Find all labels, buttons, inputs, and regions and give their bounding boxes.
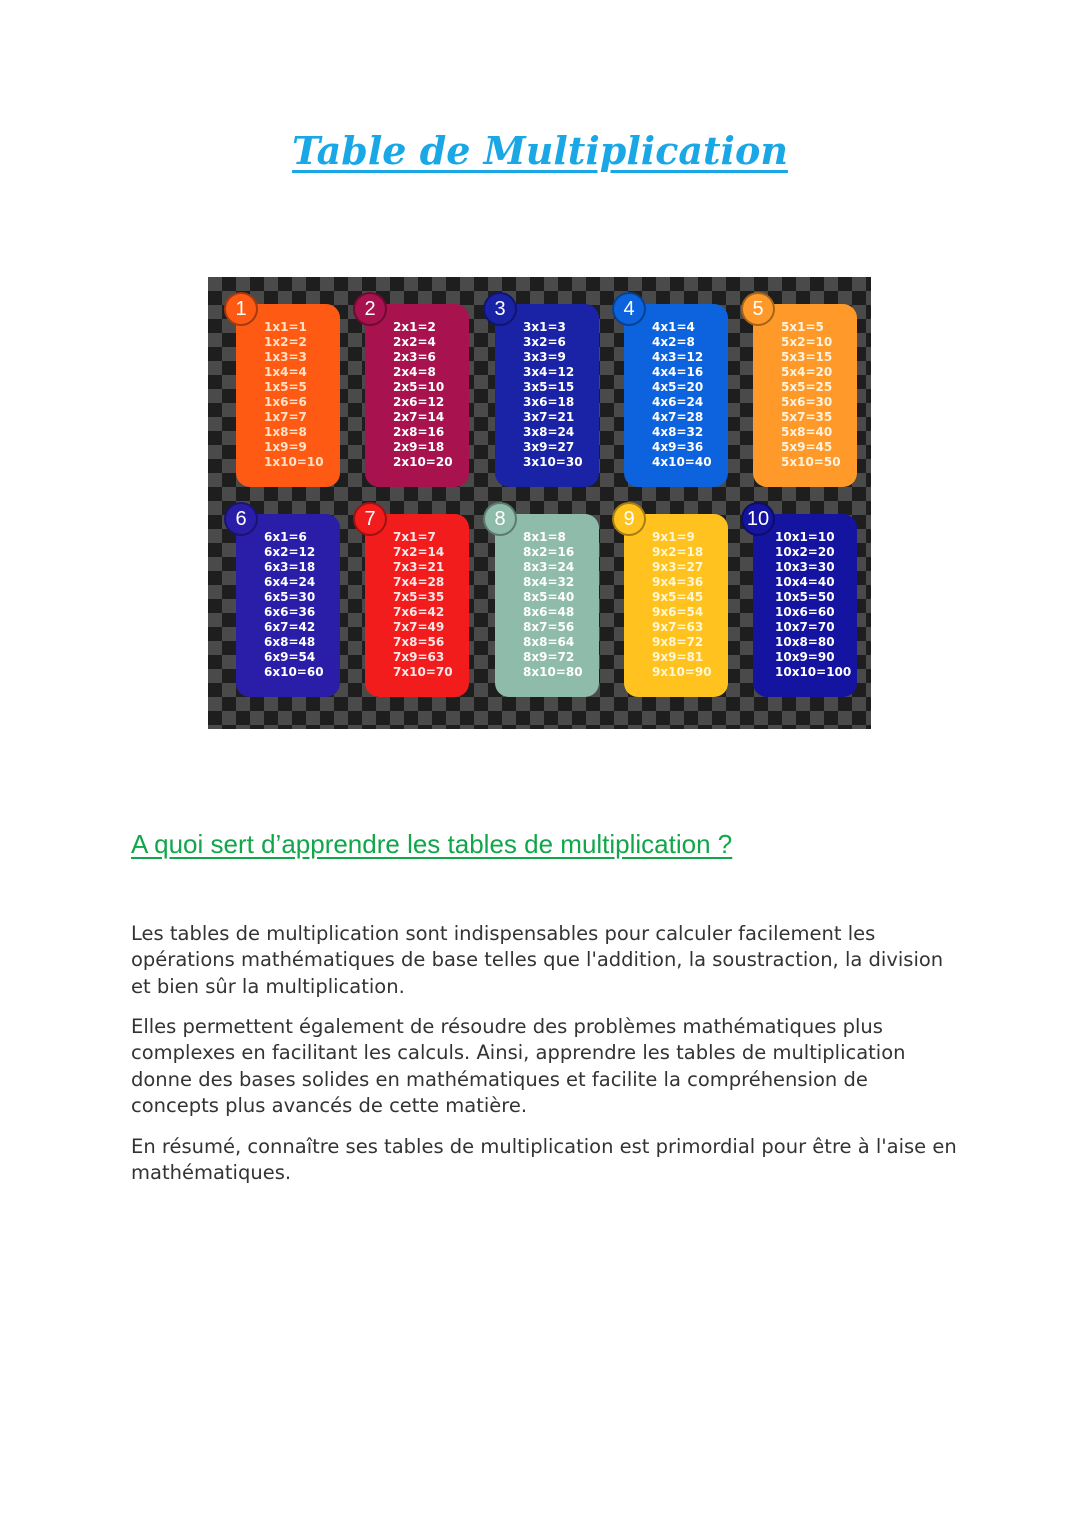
table-line: 8x8=64 xyxy=(523,635,575,649)
table-line: 10x7=70 xyxy=(775,620,835,634)
table-line: 7x8=56 xyxy=(393,635,445,649)
table-lines xyxy=(652,320,712,470)
table-line: 3x1=3 xyxy=(523,320,566,334)
table-number-badge: 4 xyxy=(612,292,646,326)
table-line: 2x8=16 xyxy=(393,425,445,439)
table-line: 1x8=8 xyxy=(264,425,307,439)
table-line: 7x7=49 xyxy=(393,620,445,634)
table-line: 6x2=12 xyxy=(264,545,316,559)
table-line: 7x3=21 xyxy=(393,560,445,574)
table-line: 4x4=16 xyxy=(652,365,704,379)
table-line: 7x4=28 xyxy=(393,575,445,589)
table-line: 8x6=48 xyxy=(523,605,575,619)
table-line: 3x2=6 xyxy=(523,335,566,349)
table-line: 10x2=20 xyxy=(775,545,835,559)
table-line: 1x1=1 xyxy=(264,320,307,334)
table-number-badge: 3 xyxy=(483,292,517,326)
table-line: 2x6=12 xyxy=(393,395,445,409)
table-line: 5x5=25 xyxy=(781,380,833,394)
table-line: 10x5=50 xyxy=(775,590,835,604)
table-line: 6x6=36 xyxy=(264,605,316,619)
table-number-badge: 1 xyxy=(224,292,258,326)
table-line: 5x3=15 xyxy=(781,350,833,364)
table-line: 9x4=36 xyxy=(652,575,704,589)
table-line: 4x2=8 xyxy=(652,335,695,349)
table-number-badge: 7 xyxy=(353,502,387,536)
table-line: 6x4=24 xyxy=(264,575,316,589)
table-line: 6x9=54 xyxy=(264,650,316,664)
table-lines xyxy=(393,320,453,470)
table-lines xyxy=(393,530,453,680)
table-line: 9x6=54 xyxy=(652,605,704,619)
table-line: 2x5=10 xyxy=(393,380,445,394)
table-line: 7x1=7 xyxy=(393,530,436,544)
table-line: 5x9=45 xyxy=(781,440,833,454)
table-line: 3x5=15 xyxy=(523,380,575,394)
table-number-badge: 2 xyxy=(353,292,387,326)
table-card-8 xyxy=(494,507,599,697)
table-line: 3x8=24 xyxy=(523,425,575,439)
table-line: 7x6=42 xyxy=(393,605,445,619)
table-line: 3x6=18 xyxy=(523,395,575,409)
table-card-3 xyxy=(494,297,599,487)
table-line: 10x1=10 xyxy=(775,530,835,544)
table-line: 2x1=2 xyxy=(393,320,436,334)
table-line: 1x3=3 xyxy=(264,350,307,364)
table-line: 8x3=24 xyxy=(523,560,575,574)
table-line: 4x9=36 xyxy=(652,440,704,454)
table-line: 10x9=90 xyxy=(775,650,835,664)
multiplication-tables-image xyxy=(208,277,871,729)
table-line: 2x4=8 xyxy=(393,365,436,379)
table-line: 3x10=30 xyxy=(523,455,583,469)
table-card-4 xyxy=(623,297,728,487)
table-line: 9x2=18 xyxy=(652,545,704,559)
paragraph-2: Elles permettent également de résoudre des problèmes mathématiques plus complexes en facilitant les calculs. Ainsi, apprendre les tables de multiplication donne des bases solides en mathématiques et facilite la compréhension de concepts plus avancés de cette matière. xyxy=(131,1015,906,1118)
table-line: 7x2=14 xyxy=(393,545,445,559)
table-number-badge: 9 xyxy=(612,502,646,536)
table-card-6 xyxy=(235,507,340,697)
table-line: 9x8=72 xyxy=(652,635,704,649)
table-line: 10x4=40 xyxy=(775,575,835,589)
table-line: 5x4=20 xyxy=(781,365,833,379)
table-line: 5x2=10 xyxy=(781,335,833,349)
table-card-10 xyxy=(746,507,857,697)
table-card-7 xyxy=(364,507,469,697)
table-line: 8x1=8 xyxy=(523,530,566,544)
table-line: 2x10=20 xyxy=(393,455,453,469)
table-line: 5x10=50 xyxy=(781,455,841,469)
table-line: 6x1=6 xyxy=(264,530,307,544)
table-card-1 xyxy=(235,297,340,487)
table-line: 1x5=5 xyxy=(264,380,307,394)
table-line: 4x10=40 xyxy=(652,455,712,469)
paragraph-1: Les tables de multiplication sont indispensables pour calculer facilement les opérations mathématiques de base telles que l'addition, la soustraction, la division et bien sûr la multiplication. xyxy=(131,922,944,998)
table-line: 4x5=20 xyxy=(652,380,704,394)
table-card-5 xyxy=(752,297,857,487)
table-card-9 xyxy=(623,507,728,697)
table-line: 1x2=2 xyxy=(264,335,307,349)
table-line: 1x6=6 xyxy=(264,395,307,409)
table-line: 3x9=27 xyxy=(523,440,575,454)
table-number-badge: 5 xyxy=(741,292,775,326)
table-line: 2x9=18 xyxy=(393,440,445,454)
table-number-badge: 8 xyxy=(483,502,517,536)
table-number-badge: 10 xyxy=(741,502,775,536)
table-line: 10x8=80 xyxy=(775,635,835,649)
table-lines xyxy=(775,530,851,680)
table-line: 7x9=63 xyxy=(393,650,445,664)
table-lines xyxy=(781,320,841,470)
table-lines xyxy=(523,530,583,680)
table-line: 2x7=14 xyxy=(393,410,445,424)
table-line: 5x8=40 xyxy=(781,425,833,439)
table-line: 4x3=12 xyxy=(652,350,704,364)
section-heading: A quoi sert d’apprendre les tables de multiplication ? xyxy=(131,829,733,859)
table-line: 6x8=48 xyxy=(264,635,316,649)
page-title: Table de Multiplication xyxy=(292,128,788,173)
table-line: 1x4=4 xyxy=(264,365,307,379)
table-number-badge: 6 xyxy=(224,502,258,536)
table-line: 10x10=100 xyxy=(775,665,852,679)
table-line: 5x1=5 xyxy=(781,320,824,334)
table-line: 3x3=9 xyxy=(523,350,566,364)
table-card-2 xyxy=(364,297,469,487)
table-lines xyxy=(652,530,712,680)
table-line: 6x3=18 xyxy=(264,560,316,574)
table-line: 8x5=40 xyxy=(523,590,575,604)
table-line: 9x7=63 xyxy=(652,620,704,634)
table-line: 1x9=9 xyxy=(264,440,307,454)
paragraph-3: En résumé, connaître ses tables de multiplication est primordial pour être à l'aise en mathématiques. xyxy=(131,1135,957,1185)
table-line: 1x10=10 xyxy=(264,455,324,469)
table-line: 4x8=32 xyxy=(652,425,704,439)
table-line: 9x1=9 xyxy=(652,530,695,544)
table-line: 3x4=12 xyxy=(523,365,575,379)
table-line: 6x7=42 xyxy=(264,620,316,634)
table-lines xyxy=(264,530,324,680)
table-line: 8x10=80 xyxy=(523,665,583,679)
table-line: 9x10=90 xyxy=(652,665,712,679)
table-line: 7x5=35 xyxy=(393,590,445,604)
table-line: 5x7=35 xyxy=(781,410,833,424)
table-line: 2x3=6 xyxy=(393,350,436,364)
table-line: 8x2=16 xyxy=(523,545,575,559)
table-line: 9x5=45 xyxy=(652,590,704,604)
table-line: 3x7=21 xyxy=(523,410,575,424)
table-line: 4x1=4 xyxy=(652,320,695,334)
table-line: 10x6=60 xyxy=(775,605,835,619)
table-line: 7x10=70 xyxy=(393,665,453,679)
table-line: 8x4=32 xyxy=(523,575,575,589)
table-line: 6x10=60 xyxy=(264,665,324,679)
table-line: 8x7=56 xyxy=(523,620,575,634)
table-line: 6x5=30 xyxy=(264,590,316,604)
table-line: 4x6=24 xyxy=(652,395,704,409)
table-lines xyxy=(523,320,583,470)
table-line: 8x9=72 xyxy=(523,650,575,664)
table-line: 4x7=28 xyxy=(652,410,704,424)
table-line: 9x3=27 xyxy=(652,560,704,574)
table-line: 5x6=30 xyxy=(781,395,833,409)
table-line: 9x9=81 xyxy=(652,650,704,664)
table-line: 1x7=7 xyxy=(264,410,307,424)
table-line: 10x3=30 xyxy=(775,560,835,574)
table-lines xyxy=(264,320,324,470)
table-line: 2x2=4 xyxy=(393,335,436,349)
